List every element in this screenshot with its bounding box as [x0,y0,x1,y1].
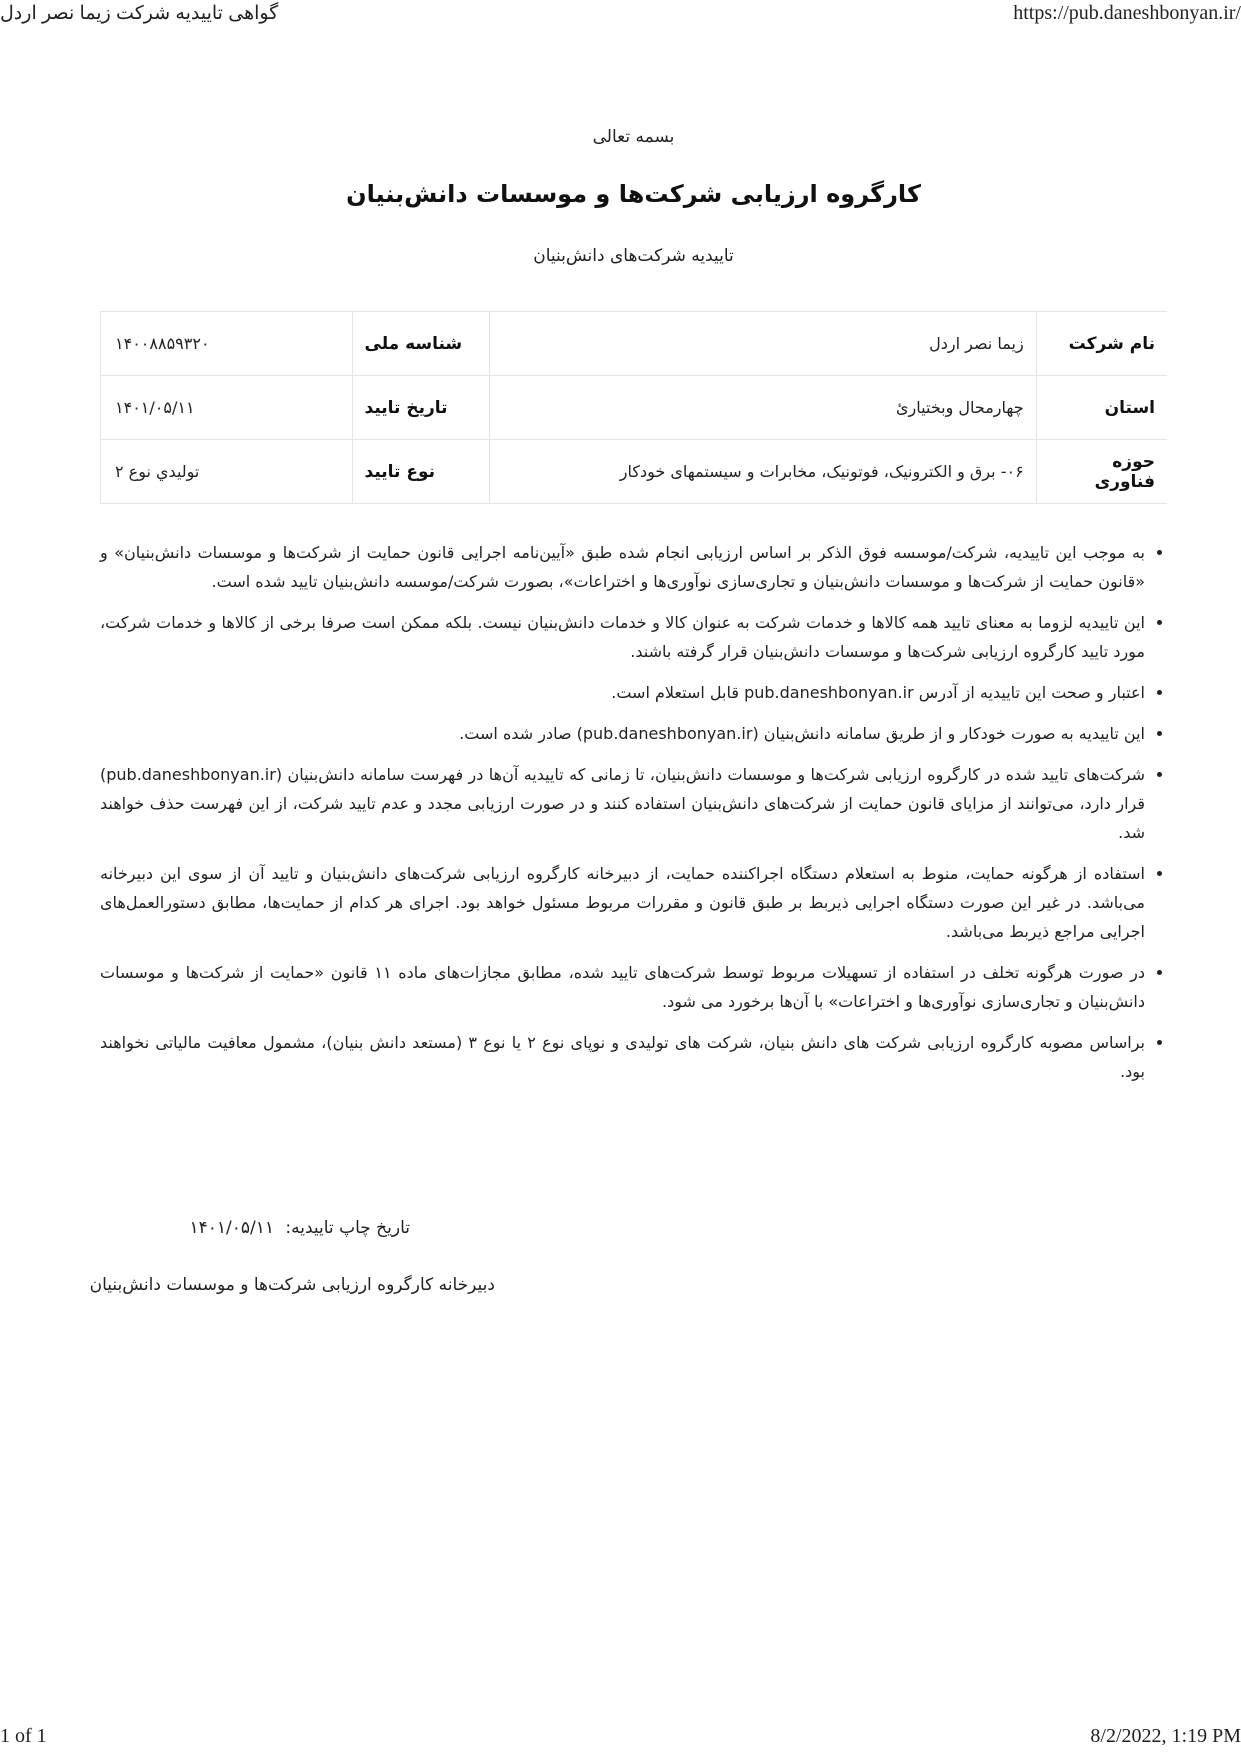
approval-type-label: نوع تایید [352,440,489,504]
tech-field-value: ۰۶- برق و الکترونیک، فوتونیک، مخابرات و سیستمهای خودکار [489,440,1036,504]
approval-date-label: تاریخ تایید [352,376,489,440]
secretariat-signature: دبیرخانه کارگروه ارزیابی شرکت‌ها و موسسات دانش‌بنیان [89,1275,495,1295]
tech-field-label: حوزه فناوری [1036,440,1167,504]
list-item: • اعتبار و صحت این تاییدیه از آدرس pub.daneshbonyan.ir قابل استعلام است. [100,678,1145,707]
province-value: چهارمحال وبختیارئ [489,376,1036,440]
table-row [101,440,1168,504]
bismillah-heading: بسمه تعالی [592,127,675,147]
approval-date-value: ۱۴۰۱/۰۵/۱۱ [101,376,353,440]
national-id-value: ۱۴۰۰۸۸۵۹۳۲۰ [101,312,353,376]
document-subtitle: تاییدیه شرکت‌های دانش‌بنیان [533,246,734,266]
print-header-page-title: گواهی تاییدیه شرکت زیما نصر اردل [0,3,279,24]
list-item: • این تاییدیه لزوما به معنای تایید همه کالاها و خدمات شرکت به عنوان کالا و خدمات دانش‌بنیان نیست. بلکه ممکن است صرفا برخی از کالاها و خدمات شرکت، مورد تایید کارگروه ارزیابی شرکت‌ها و موسسات دانش‌بنیان قرار گرفته باشند. [100,608,1145,666]
document-title: کارگروه ارزیابی شرکت‌ها و موسسات دانش‌بنیان [346,180,921,208]
list-item: • براساس مصوبه کارگروه ارزیابی شرکت های دانش بنیان، شرکت های تولیدی و نوپای نوع ۲ یا نوع ۳ (مستعد دانش بنیان)، مشمول معافیت مالیاتی نخواهند بود. [100,1028,1145,1086]
company-name-value: زیما نصر اردل [489,312,1036,376]
province-label: استان [1036,376,1167,440]
print-date-label: تاریخ چاپ تاییدیه: [285,1218,410,1238]
approval-type-value: تولیدي نوع ۲ [101,440,353,504]
list-item: • در صورت هرگونه تخلف در استفاده از تسهیلات مربوط توسط شرکت‌های تایید شده، مطابق مجازات‌های ماده ۱۱ قانون «حمایت از شرکت‌ها و موسسات دانش‌بنیان و تجاری‌سازی نوآوری‌ها و اختراعات» با آن‌ها برخورد می شود. [100,958,1145,1016]
list-item: • استفاده از هرگونه حمایت، منوط به استعلام دستگاه اجراکننده حمایت، از دبیرخانه کارگروه ارزیابی شرکت‌های دانش‌بنیان و تایید آن از سوی این دبیرخانه می‌باشد. در غیر این صورت دستگاه اجرایی ذیربط بر طبق قانون و مقررات مربوط مسئول خواهد بود. اجرای هر کدام از حمایت‌ها، مطابق دستورالعمل‌های اجرایی مراجع ذیربط می‌باشد. [100,859,1145,946]
print-date-value: ۱۴۰۱/۰۵/۱۱ [189,1218,274,1238]
table-row [101,312,1168,376]
print-date [60,1218,410,1238]
list-item: • به موجب این تاییدیه، شرکت/موسسه فوق الذکر بر اساس ارزیابی انجام شده طبق «آیین‌نامه اجرایی قانون حمایت از شرکت‌ها و موسسات دانش‌بنیان» و «قانون حمایت از شرکت‌ها و موسسات دانش‌بنیان و تجاری‌سازی نوآوری‌ها و اختراعات»، بصورت شرکت/موسسه دانش‌بنیان تایید شده است. [100,538,1145,596]
certificate-notes-list [100,538,1167,1098]
company-info-table [100,311,1167,504]
company-name-label: نام شرکت [1036,312,1167,376]
list-item: • این تاییدیه به صورت خودکار و از طریق سامانه دانش‌بنیان (pub.daneshbonyan.ir) صادر شده است. [100,719,1145,748]
print-footer-timestamp: 8/2/2022, 1:19 PM [1090,1725,1241,1747]
national-id-label: شناسه ملی [352,312,489,376]
print-header-url[interactable]: https://pub.daneshbonyan.ir/ [1013,2,1241,24]
print-footer-page-count: 1 of 1 [0,1725,47,1747]
list-item: • شرکت‌های تایید شده در کارگروه ارزیابی شرکت‌ها و موسسات دانش‌بنیان، تا زمانی که تاییدیه آن‌ها در فهرست سامانه دانش‌بنیان (pub.daneshbonyan.ir) قرار دارد، می‌توانند از مزایای قانون حمایت از شرکت‌های دانش‌بنیان استفاده کنند و در صورت ارزیابی مجدد و عدم تایید شرکت، از این فهرست حذف خواهند شد. [100,760,1145,847]
table-row [101,376,1168,440]
